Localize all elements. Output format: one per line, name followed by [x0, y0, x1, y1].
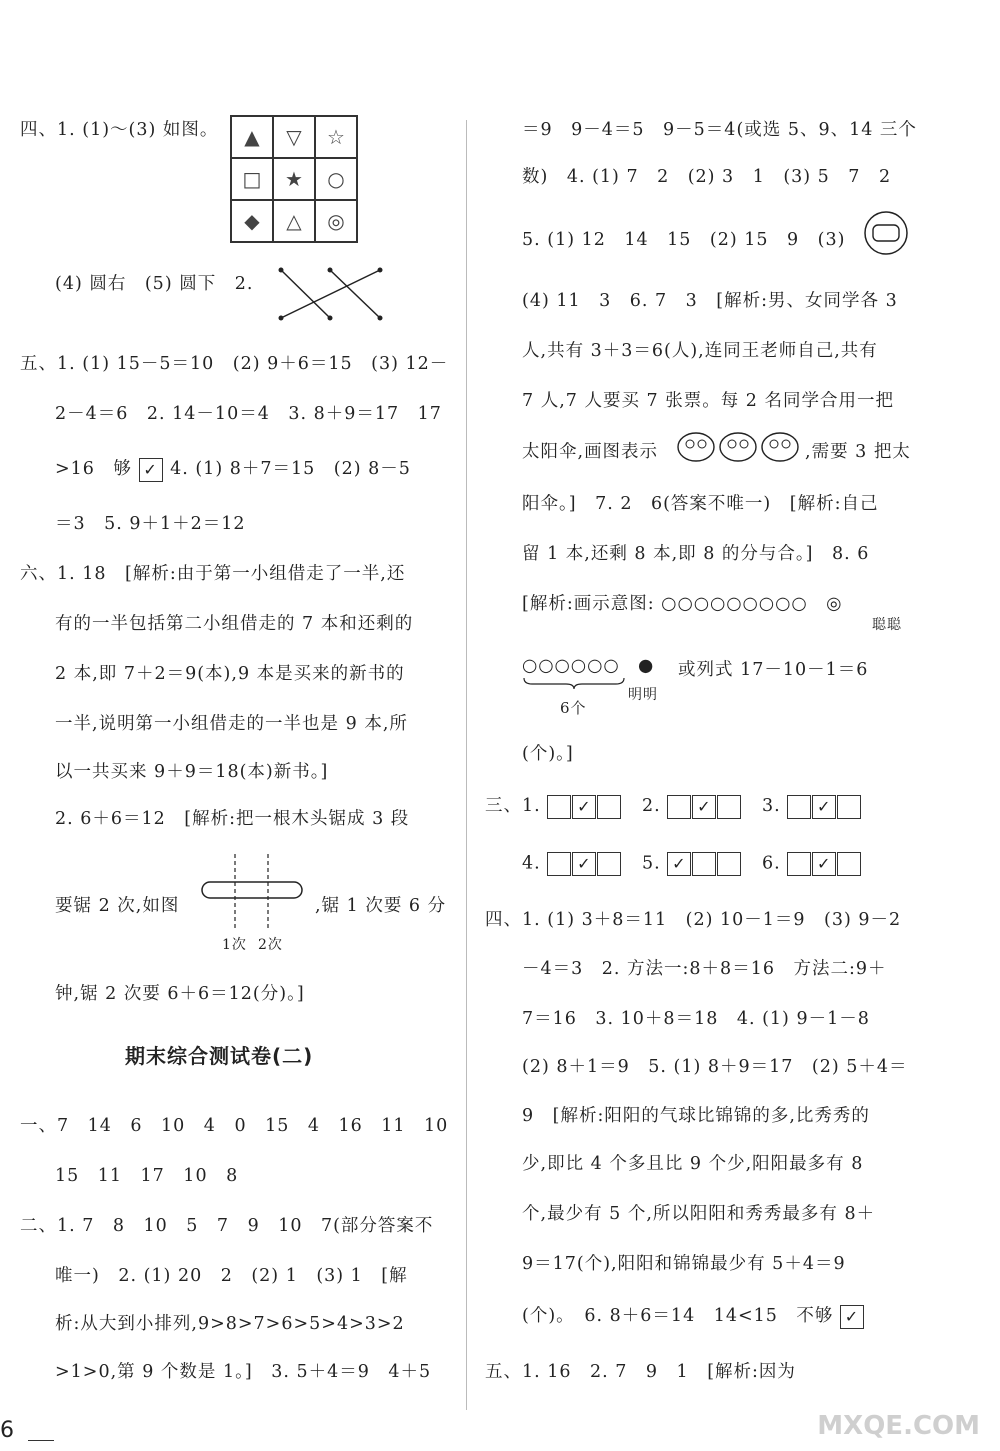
right-line-23-text: (个)。 6. 8＋6＝14 14<15 不够 [522, 1306, 834, 1326]
label-congcong: 聪聪 [872, 617, 902, 633]
right-line-14 [522, 852, 862, 876]
grid-cell: ◆ [231, 200, 273, 242]
right-line-22: 9＝17(个),阳阳和锦锦最少有 5＋4＝9 [522, 1254, 846, 1274]
left-line-15: 一、7 14 6 10 4 0 15 4 16 11 10 [20, 1116, 449, 1136]
right-line-7a: 太阳伞,画图表示 [522, 442, 659, 462]
left-line-11: 以一共买来 9＋9＝18(本)新书。] [55, 762, 329, 782]
grid-cell: ▲ [231, 116, 273, 158]
answer-box [547, 852, 571, 876]
right-line-13 [485, 792, 862, 819]
answer-box [837, 852, 861, 876]
umbrella-groups-diagram [676, 430, 802, 464]
right-line-19: 9 [解析:阳阳的气球比锦锦的多,比秀秀的 [522, 1106, 870, 1126]
answer-box [667, 795, 691, 819]
grid-cell: ◎ [315, 200, 357, 242]
answer-box-checked: ✓ [812, 852, 836, 876]
answer-box-checked: ✓ [812, 795, 836, 819]
right-line-16: －4＝3 2. 方法一:8＋8＝16 方法二:9＋ [522, 959, 887, 979]
right-line-5: 人,共有 3＋3＝6(人),连同王老师自己,共有 [522, 341, 878, 361]
cylinder-icon [858, 210, 914, 256]
grid-cell: △ [273, 200, 315, 242]
saw-label-1: 1次 [222, 937, 247, 953]
q-label: 3. [761, 796, 781, 816]
q-label: 2. [641, 796, 661, 816]
left-line-20: >1>0,第 9 个数是 1。] 3. 5＋4＝9 4＋5 [55, 1362, 432, 1382]
right-line-18: (2) 8＋1＝9 5. (1) 8＋9＝17 (2) 5＋4＝ [522, 1057, 908, 1077]
left-line-5-rest: 4. (1) 8＋7＝15 (2) 8－5 [170, 459, 411, 479]
right-line-11-circles: ○○○○○○ [522, 656, 620, 676]
right-line-10: [解析:画示意图: ○○○○○○○○○ ◎ [522, 594, 843, 614]
page-number-rule [28, 1440, 54, 1441]
answer-box [692, 852, 716, 876]
right-line-23 [522, 1302, 865, 1329]
answer-box [717, 852, 741, 876]
left-line-8: 有的一半包括第二小组借走的 7 本和还剩的 [55, 614, 414, 634]
q-label: 6. [761, 853, 781, 874]
right-line-7b: ,需要 3 把太 [805, 442, 911, 462]
q-label: 4. [522, 853, 541, 874]
matching-lines-diagram [275, 262, 390, 324]
left-line-6: ＝3 5. 9＋1＋2＝12 [55, 514, 246, 534]
saw-label-2: 2次 [258, 937, 283, 953]
left-line-16: 15 11 17 10 8 [55, 1166, 239, 1186]
answer-box [787, 852, 811, 876]
section-title: 期末综合测试卷(二) [125, 1044, 314, 1068]
answer-box [597, 795, 621, 819]
q-label: 5. [641, 853, 661, 874]
left-line-5-text: >16 够 [55, 459, 132, 479]
answer-box [837, 795, 861, 819]
answer-box-checked: ✓ [692, 795, 716, 819]
right-line-9: 留 1 本,还剩 8 本,即 8 的分与合。] 8. 6 [522, 544, 870, 564]
column-divider [466, 120, 467, 1410]
left-line-3: 五、1. (1) 15－5＝10 (2) 9＋6＝15 (3) 12－ [20, 354, 449, 374]
left-line-17: 二、1. 7 8 10 5 7 9 10 7(部分答案不 [20, 1216, 434, 1236]
left-line-7: 六、1. 18 [解析:由于第一小组借走了一半,还 [20, 564, 406, 584]
answer-box [787, 795, 811, 819]
left-line-14: 钟,锯 2 次要 6＋6＝12(分)。] [55, 984, 305, 1004]
left-line-1: 四、1. (1)～(3) 如图。 [20, 120, 219, 140]
right-line-8: 阳伞。] 7. 2 6(答案不唯一) [解析:自己 [522, 494, 879, 514]
left-line-5 [55, 455, 411, 482]
answer-box [547, 795, 571, 819]
answer-box [717, 795, 741, 819]
left-line-13a: 要锯 2 次,如图 [55, 896, 180, 916]
answer-box [597, 852, 621, 876]
right-line-12: (个)。] [522, 744, 574, 764]
left-line-4: 2－4＝6 2. 14－10＝4 3. 8＋9＝17 17 [55, 404, 442, 424]
brace-icon [522, 676, 626, 690]
q-label: 三、1. [485, 796, 541, 816]
grid-cell: ☆ [315, 116, 357, 158]
right-line-24: 五、1. 16 2. 7 9 1 [解析:因为 [485, 1362, 796, 1382]
watermark: MXQE.COM [817, 1411, 980, 1441]
grid-cell: ▽ [273, 116, 315, 158]
right-line-4: (4) 11 3 6. 7 3 [解析:男、女同学各 3 [522, 291, 898, 311]
check-box: ✓ [840, 1305, 864, 1329]
check-box: ✓ [139, 458, 163, 482]
answer-box-checked: ✓ [572, 795, 596, 819]
grid-cell: ★ [273, 158, 315, 200]
left-line-10: 一半,说明第一小组借走的一半也是 9 本,所 [55, 714, 408, 734]
left-line-12: 2. 6＋6＝12 [解析:把一根木头锯成 3 段 [55, 809, 410, 829]
shape-grid [230, 115, 358, 243]
right-line-21: 个,最少有 5 个,所以阳阳和秀秀最多有 8＋ [522, 1204, 876, 1224]
grid-cell: □ [231, 158, 273, 200]
right-line-11-dot: ● [638, 656, 655, 676]
answer-box-checked: ✓ [667, 852, 691, 876]
label-six: 6个 [560, 699, 587, 717]
label-mingming: 明明 [628, 687, 658, 703]
right-line-2: 数) 4. (1) 7 2 (2) 3 1 (3) 5 7 2 [522, 167, 892, 187]
left-line-18: 唯一) 2. (1) 20 2 (2) 1 (3) 1 [解 [55, 1266, 408, 1286]
right-line-17: 7＝16 3. 10＋8＝18 4. (1) 9－1－8 [522, 1009, 870, 1029]
grid-cell: ○ [315, 158, 357, 200]
right-line-3: 5. (1) 12 14 15 (2) 15 9 (3) [522, 230, 846, 250]
right-line-1: ＝9 9－4＝5 9－5＝4(或选 5、9、14 三个 [522, 120, 917, 140]
left-line-13b: ,锯 1 次要 6 分 [315, 896, 447, 916]
page-number: 6 [0, 1418, 14, 1443]
saw-log-diagram [198, 852, 313, 932]
right-line-6: 7 人,7 人要买 7 张票。每 2 名同学合用一把 [522, 391, 894, 411]
right-line-20: 少,即比 4 个多且比 9 个少,阳阳最多有 8 [522, 1154, 864, 1174]
right-line-15: 四、1. (1) 3＋8＝11 (2) 10－1＝9 (3) 9－2 [485, 910, 902, 930]
left-line-2: (4) 圆右 (5) 圆下 2. [55, 274, 254, 294]
left-line-19: 析:从大到小排列,9>8>7>6>5>4>3>2 [55, 1314, 405, 1334]
left-line-9: 2 本,即 7＋2＝9(本),9 本是买来的新书的 [55, 664, 405, 684]
right-line-11-expr: 或列式 17－10－1＝6 [678, 660, 869, 680]
answer-box-checked: ✓ [572, 852, 596, 876]
